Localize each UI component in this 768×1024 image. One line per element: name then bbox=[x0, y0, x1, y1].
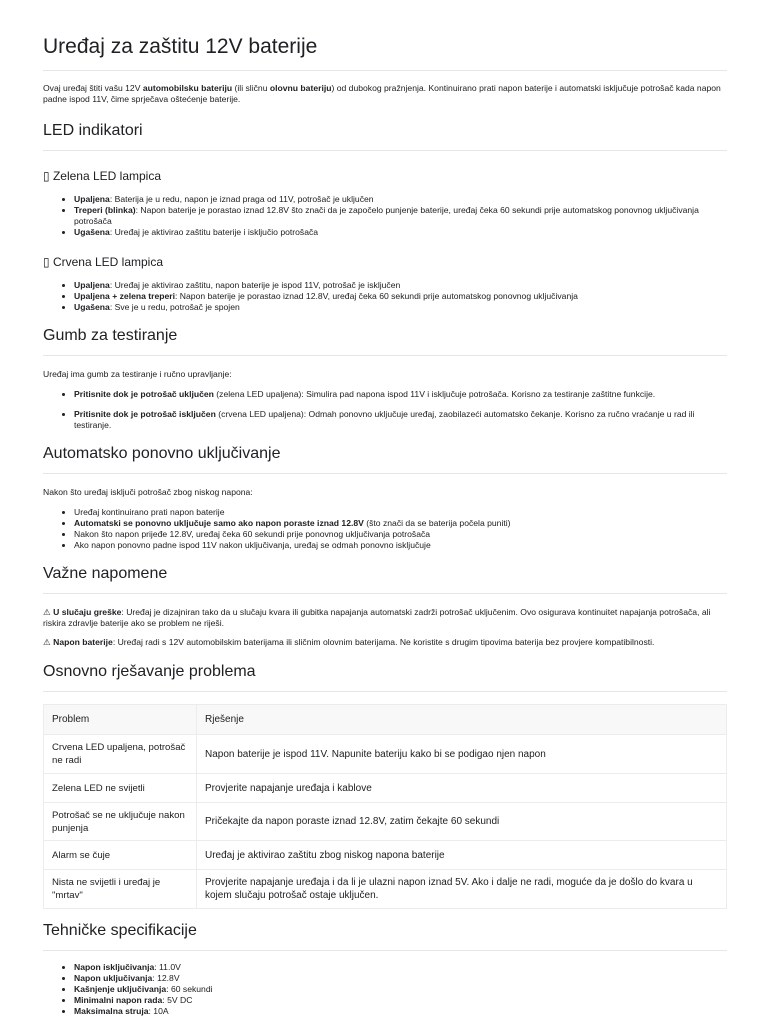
intro-text-3: ) od dubokog pražnjenja. Kontinuirano prati napon baterije i automatski isključuje potrošač kada napon padne ispod 11V, čime sprječava oštećenje baterije. bbox=[43, 83, 721, 104]
section-heading-auto: Automatsko ponovno uključivanje bbox=[43, 444, 727, 474]
red-led-icon: ▯ bbox=[43, 255, 50, 269]
list-item: • Ako napon ponovno padne ispod 11V nakon uključivanja, uređaj se odmah ponovno isključuje bbox=[74, 540, 727, 551]
item-text: : Sve je u redu, potrošač je spojen bbox=[109, 302, 240, 312]
table-row bbox=[44, 735, 727, 774]
note-battery bbox=[43, 637, 727, 648]
list-item bbox=[74, 280, 727, 291]
item-label: Pritisnite dok je potrošač isključen bbox=[74, 409, 216, 419]
section-heading-notes: Važne napomene bbox=[43, 564, 727, 594]
list-item bbox=[74, 205, 727, 227]
specs-list bbox=[43, 962, 727, 1017]
note-error bbox=[43, 607, 727, 629]
red-led-title: Crvena LED lampica bbox=[52, 255, 163, 269]
note-label: Napon baterije bbox=[53, 637, 113, 647]
item-label: Ugašena bbox=[74, 227, 110, 237]
section-heading-button: Gumb za testiranje bbox=[43, 326, 727, 356]
list-item bbox=[74, 227, 727, 238]
intro-text-2: (ili sličnu bbox=[232, 83, 270, 93]
warning-icon: ⚠ bbox=[43, 637, 51, 647]
list-item bbox=[74, 409, 727, 431]
item-label: Treperi (blinka) bbox=[74, 205, 136, 215]
list-item bbox=[74, 1006, 727, 1017]
note-text: : Uređaj radi s 12V automobilskim baterijama ili sličnim olovnim baterijama. Ne koristite s drugim tipovima baterija bez provjere kompatibilnosti. bbox=[112, 637, 655, 647]
table-row bbox=[44, 841, 727, 870]
spec-value: : 11.0V bbox=[154, 962, 181, 972]
solution-cell: Napon baterije je ispod 11V. Napunite bateriju kako bi se podigao njen napon bbox=[197, 735, 727, 774]
item-label: Upaljena + zelena treperi bbox=[74, 291, 176, 301]
intro-bold-1: automobilsku bateriju bbox=[142, 83, 233, 93]
item-label: Upaljena bbox=[74, 194, 110, 204]
troubleshooting-table bbox=[43, 704, 727, 909]
warning-icon: ⚠ bbox=[43, 607, 51, 617]
problem-cell: Potrošač se ne uključuje nakon punjenja bbox=[44, 803, 197, 841]
list-item: • Nakon što napon prijeđe 12.8V, uređaj čeka 60 sekundi prije ponovnog uključivanja potrošača bbox=[74, 529, 727, 540]
section-heading-specs: Tehničke specifikacije bbox=[43, 921, 727, 951]
problem-cell: Nista ne svijetli i uređaj je "mrtav" bbox=[44, 870, 197, 909]
table-row bbox=[44, 870, 727, 909]
problem-cell: Zelena LED ne svijetli bbox=[44, 774, 197, 803]
page-title: Uređaj za zaštitu 12V baterije bbox=[43, 34, 727, 71]
item-text: (zelena LED upaljena): Simulira pad napona ispod 11V i isključuje potrošača. Korisno za testiranje zaštitne funkcije. bbox=[213, 389, 656, 399]
problem-cell: Alarm se čuje bbox=[44, 841, 197, 870]
spec-label: Kašnjenje uključivanja bbox=[74, 984, 167, 994]
spec-label: Napon uključivanja bbox=[74, 973, 153, 983]
section-heading-led: LED indikatori bbox=[43, 121, 727, 151]
spec-value: : 60 sekundi bbox=[166, 984, 213, 994]
list-item bbox=[74, 302, 727, 313]
list-item bbox=[74, 518, 727, 529]
list-item bbox=[74, 194, 727, 205]
solution-cell: Pričekajte da napon poraste iznad 12.8V, zatim čekajte 60 sekundi bbox=[197, 803, 727, 841]
item-label: Pritisnite dok je potrošač uključen bbox=[74, 389, 214, 399]
list-item bbox=[74, 962, 727, 973]
auto-list bbox=[43, 507, 727, 551]
table-row bbox=[44, 774, 727, 803]
list-item bbox=[74, 291, 727, 302]
item-text: : Napon baterije je porastao iznad 12.8V, uređaj čeka 60 sekundi prije automatskog ponovnog uključivanja bbox=[175, 291, 578, 301]
spec-label: Maksimalna struja bbox=[74, 1006, 149, 1016]
item-text: (crvena LED upaljena): Odmah ponovno uključuje uređaj, zaobilazeći automatsko čekanje. Korisno za ručno vraćanje u rad ili testiranje. bbox=[74, 409, 695, 430]
item-text: : Baterija je u redu, napon je iznad praga od 11V, potrošač je uključen bbox=[109, 194, 374, 204]
auto-intro: Nakon što uređaj isključi potrošač zbog niskog napona: bbox=[43, 487, 253, 497]
spec-value: : 10A bbox=[148, 1006, 169, 1016]
document-page bbox=[43, 0, 727, 1017]
problem-cell: Crvena LED upaljena, potrošač ne radi bbox=[44, 735, 197, 774]
section-heading-troubleshooting: Osnovno rješavanje problema bbox=[43, 662, 727, 692]
table-row bbox=[44, 803, 727, 841]
solution-cell: Uređaj je aktivirao zaštitu zbog niskog napona baterije bbox=[197, 841, 727, 870]
solution-cell: Provjerite napajanje uređaja i kablove bbox=[197, 774, 727, 803]
column-header-problem: Problem bbox=[44, 705, 197, 735]
note-label: U slučaju greške bbox=[53, 607, 122, 617]
button-list bbox=[43, 389, 727, 431]
column-header-solution: Rješenje bbox=[197, 705, 727, 735]
green-led-icon: ▯ bbox=[43, 169, 50, 183]
button-intro: Uređaj ima gumb za testiranje i ručno upravljanje: bbox=[43, 369, 232, 379]
item-label: Automatski se ponovno uključuje samo ako napon poraste iznad 12.8V bbox=[74, 518, 364, 528]
green-led-title: Zelena LED lampica bbox=[52, 169, 162, 183]
spec-value: : 5V DC bbox=[162, 995, 193, 1005]
list-item bbox=[74, 973, 727, 984]
solution-cell: Provjerite napajanje uređaja i da li je ulazni napon iznad 5V. Ako i dalje ne radi, moguće da je došlo do kvara u kojem slučaju potrošač ostaje uključen. bbox=[197, 870, 727, 909]
red-led-list bbox=[43, 280, 727, 313]
item-label: Upaljena bbox=[74, 280, 110, 290]
spec-value: : 12.8V bbox=[152, 973, 180, 983]
item-text: (što znači da se baterija počela puniti) bbox=[363, 518, 511, 528]
list-item bbox=[74, 995, 727, 1006]
green-led-heading bbox=[43, 168, 727, 184]
list-item bbox=[74, 984, 727, 995]
item-text: : Napon baterije je porastao iznad 12.8V što znači da je započelo punjenje baterije, uređaj čeka 60 sekundi prije automatskog ponovnog uključivanja potrošača bbox=[74, 205, 699, 226]
table-header-row bbox=[44, 705, 727, 735]
item-text: : Uređaj je aktivirao zaštitu baterije i isključio potrošača bbox=[109, 227, 319, 237]
list-item: • Uređaj kontinuirano prati napon baterije bbox=[74, 507, 727, 518]
item-text: : Uređaj je aktivirao zaštitu, napon baterije je ispod 11V, potrošač je isključen bbox=[109, 280, 401, 290]
red-led-heading bbox=[43, 254, 727, 270]
spec-label: Minimalni napon rada bbox=[74, 995, 163, 1005]
note-text: : Uređaj je dizajniran tako da u slučaju kvara ili gubitka napajanja automatski zadrži potrošač uključenim. Ovo osigurava kontinuitet napajanja potrošača, ali riskira zdravlje baterije ako se problem ne riješi. bbox=[43, 607, 711, 628]
intro-bold-2: olovnu bateriju bbox=[269, 83, 332, 93]
item-label: Ugašena bbox=[74, 302, 110, 312]
intro-paragraph bbox=[43, 83, 727, 105]
list-item bbox=[74, 389, 727, 400]
green-led-list bbox=[43, 194, 727, 238]
spec-label: Napon isključivanja bbox=[74, 962, 155, 972]
intro-text-1: Ovaj uređaj štiti vašu 12V bbox=[43, 83, 143, 93]
